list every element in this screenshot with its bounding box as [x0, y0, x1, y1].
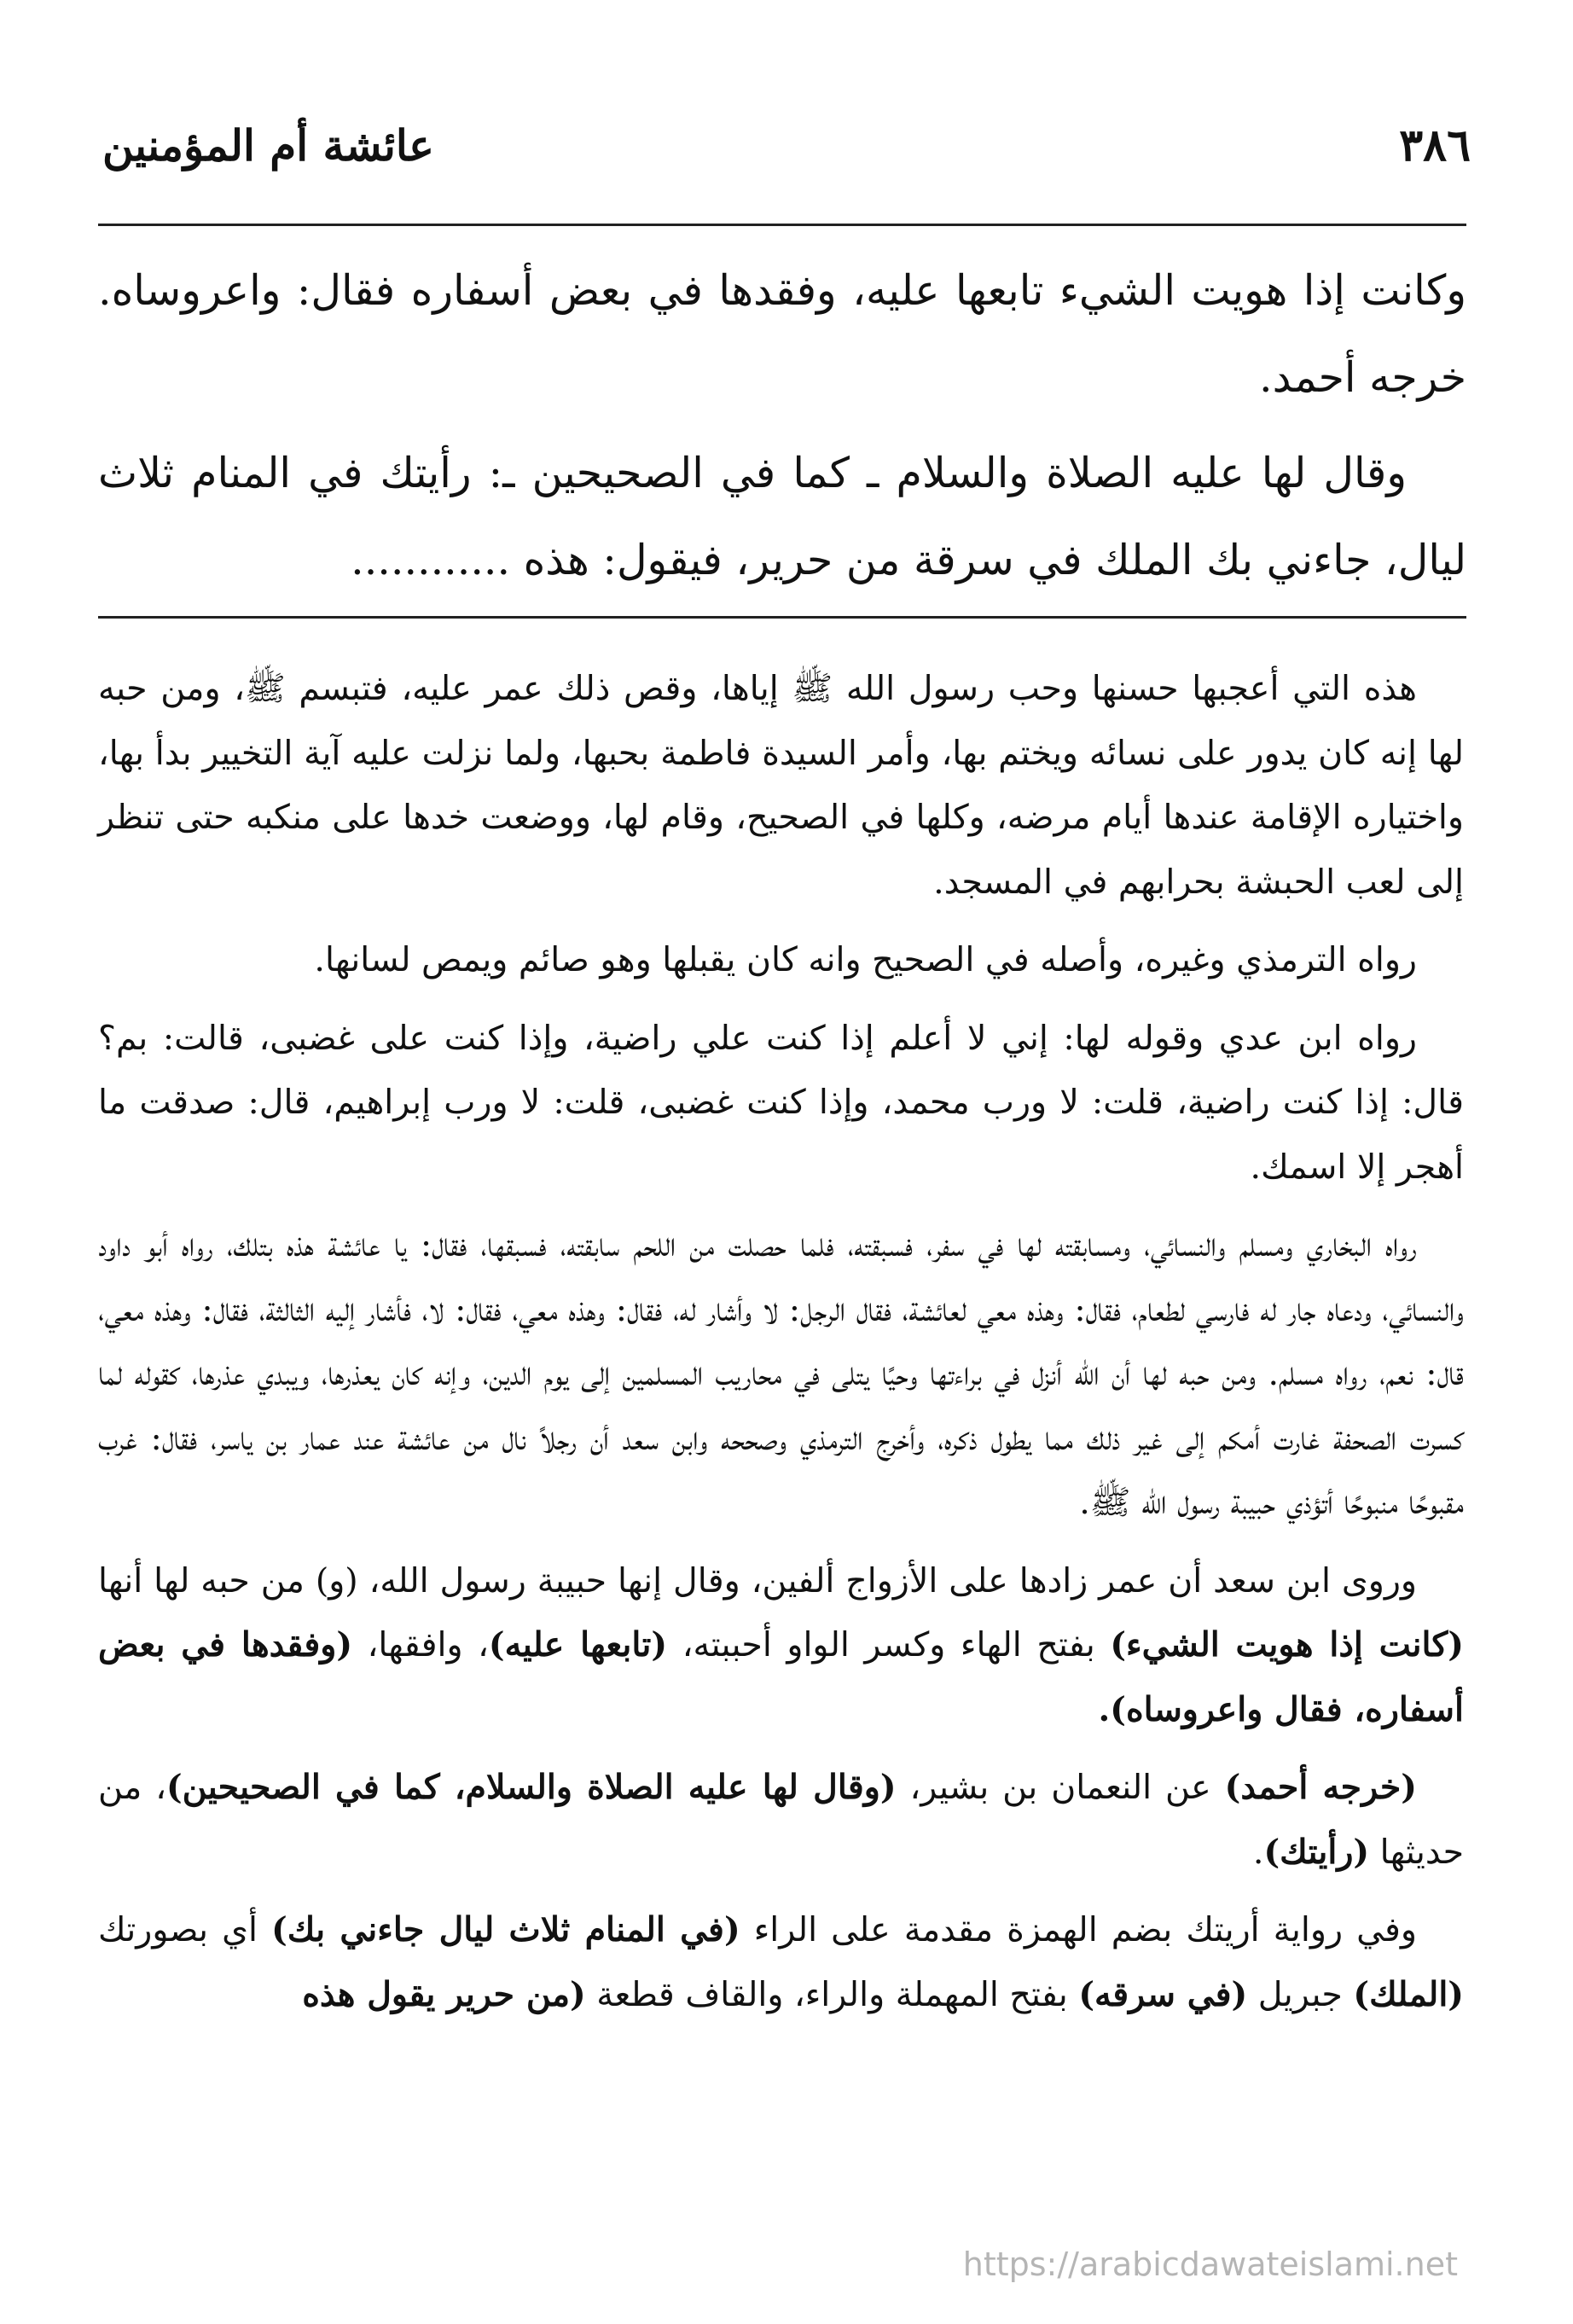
commentary-paragraph — [98, 1549, 1464, 1743]
page-header — [102, 111, 1471, 179]
main-paragraph: وكانت إذا هويت الشيء تابعها عليه، وفقدها في بعض أسفاره فقال: واعروساه. خرجه أحمد. — [98, 266, 1466, 402]
quoted-text: (كانت إذا هويت الشيء) — [1110, 1625, 1464, 1665]
quoted-text: (رأيتك) — [1263, 1832, 1370, 1872]
commentary-span: . — [1252, 1832, 1264, 1872]
commentary-span: جبريل — [1247, 1974, 1354, 2014]
header-rule — [98, 224, 1466, 226]
commentary-span: عن النعمان بن بشير، — [896, 1768, 1225, 1807]
commentary-paragraph: رواه البخاري ومسلم والنسائي، ومسابقته لها في سفر، فسبقته، فلما حصلت من اللحم سابقته، فسبقها، فقال: يا عائشة هذه بتلك، رواه أبو داود والنسائي، ودعاه جار له فارسي لطعام، فقال: وهذه معي لعائشة، فقال الرجل: لا وأشار له، فقال: وهذه معي، فقال: لا، فأشار إليه الثالثة، فقال: وهذه معي، قال: نعم، رواه مسلم. ومن حبه لها أن الله أنزل في براءتها وحيًا يتلى في محاريب المسلمين إلى يوم الدين، وإنه كان يعذرها، ويبدي عذرها، كقوله لما كسرت الصحفة غارت أمكم إلى غير ذلك مما يطول ذكره، وأخرج الترمذي وصححه وابن سعد أن رجلاً نال من عائشة عند عمار بن ياسر، فقال: غرب مقبوحًا منبوحًا أتؤذي حبيبة رسول الله ﷺ. — [98, 1225, 1464, 1522]
quoted-text: (من حرير يقول هذه — [302, 1974, 586, 2014]
main-text — [98, 247, 1466, 613]
main-paragraph: وقال لها عليه الصلاة والسلام ـ كما في الصحيحين ـ: رأيتك في المنام ثلاث ليال، جاءني بك الملك في سرقة من حرير، فيقول: هذه ............ — [98, 449, 1466, 584]
quoted-text: (وقال لها عليه الصلاة والسلام، كما في الصحيحين) — [165, 1768, 897, 1807]
commentary-span: ، وافقها، — [352, 1625, 489, 1665]
quoted-text: (تابعها عليه) — [488, 1625, 668, 1665]
commentary-text — [98, 657, 1464, 2041]
commentary-span: ، من حديثها — [98, 1768, 1464, 1872]
quoted-text: (الملك) — [1353, 1974, 1464, 2014]
quoted-text: (خرجه أحمد) — [1224, 1768, 1417, 1807]
page-number: ٣٨٦ — [1399, 119, 1471, 171]
commentary-span: وروى ابن سعد أن عمر زادها على الأزواج ألفين، وقال إنها حبيبة رسول الله، (و) من حبه لها أنها — [98, 1560, 1417, 1601]
quoted-text: (في المنام ثلاث ليال جاءني بك) — [271, 1910, 740, 1949]
commentary-divider — [98, 616, 1466, 619]
commentary-span: بفتح الهاء وكسر الواو أحببته، — [667, 1625, 1111, 1665]
commentary-span: وفي رواية أريتك بضم الهمزة مقدمة على الراء — [740, 1910, 1417, 1949]
commentary-paragraph: رواه ابن عدي وقوله لها: إني لا أعلم إذا كنت علي راضية، وإذا كنت على غضبى، قالت: بم؟ قال: إذا كنت راضية، قلت: لا ورب محمد، وإذا كنت غضبى، قلت: لا ورب إبراهيم، قال: صدقت ما أهجر إلا اسمك. — [98, 1018, 1464, 1187]
quoted-text: (وفقدها في بعض أسفاره، فقال واعروساه). — [98, 1625, 1464, 1729]
commentary-span: أي بصورتك — [98, 1910, 272, 1949]
commentary-paragraph — [98, 1756, 1464, 1885]
commentary-paragraph: هذه التي أعجبها حسنها وحب رسول الله ﷺ إياها، وقص ذلك عمر عليه، فتبسم ﷺ، ومن حبه لها إنه كان يدور على نسائه ويختم بها، وأمر السيدة فاطمة بحبها، ولما نزلت عليه آية التخيير بدأ بها، واختياره الإقامة عندها أيام مرضه، وكلها في الصحيح، وقام لها، ووضعت خدها على منكبه حتى تنظر إلى لعب الحبشة بحرابهم في المسجد. — [98, 669, 1464, 902]
book-title: عائشة أم المؤمنين — [102, 119, 434, 171]
commentary-paragraph: رواه الترمذي وغيره، وأصله في الصحيح وانه كان يقبلها وهو صائم ويمص لسانها. — [314, 940, 1417, 979]
quoted-text: (في سرقه) — [1078, 1974, 1248, 2014]
watermark-url: https://arabicdawateislami.net — [962, 2246, 1458, 2283]
commentary-span: بفتح المهملة والراء، والقاف قطعة — [585, 1974, 1079, 2014]
commentary-paragraph — [98, 1898, 1464, 2027]
